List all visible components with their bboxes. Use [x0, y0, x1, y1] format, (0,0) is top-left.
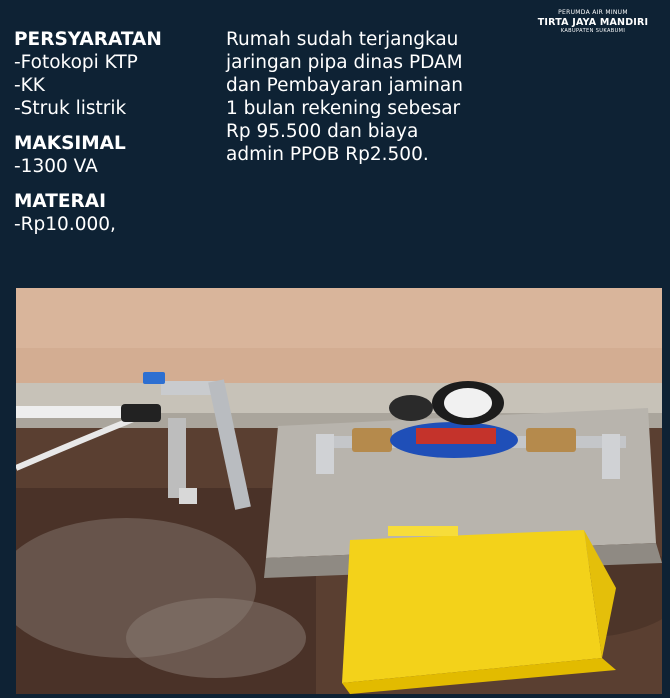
logo — [528, 9, 658, 35]
requirements-heading: PERSYARATAN — [14, 29, 162, 50]
stamp-duty-value: -Rp10.000, — [14, 214, 116, 235]
logo-line-2: TIRTA JAYA MANDIRI — [537, 17, 649, 28]
description-line: jaringan pipa dinas PDAM — [226, 52, 463, 73]
description-line: admin PPOB Rp2.500. — [226, 144, 429, 165]
description-line: 1 bulan rekening sebesar — [226, 98, 461, 119]
logo-line-1: PERUMDA AIR MINUM — [558, 9, 628, 16]
description-line: dan Pembayaran jaminan — [226, 75, 463, 96]
description-line: Rp 95.500 dan biaya — [226, 121, 419, 142]
requirement-item: -Fotokopi KTP — [14, 52, 138, 73]
maximum-heading: MAKSIMAL — [14, 133, 126, 154]
maximum-value: -1300 VA — [14, 156, 98, 177]
requirement-item: -Struk listrik — [14, 98, 127, 119]
requirements-panel — [14, 28, 214, 236]
description-panel — [226, 28, 526, 166]
description-line: Rumah sudah terjangkau — [226, 29, 459, 50]
stamp-duty-heading: MATERAI — [14, 191, 106, 212]
logo-line-3: KABUPATEN SUKABUMI — [560, 28, 626, 34]
water-meter-photo — [16, 288, 662, 694]
requirement-item: -KK — [14, 75, 45, 96]
